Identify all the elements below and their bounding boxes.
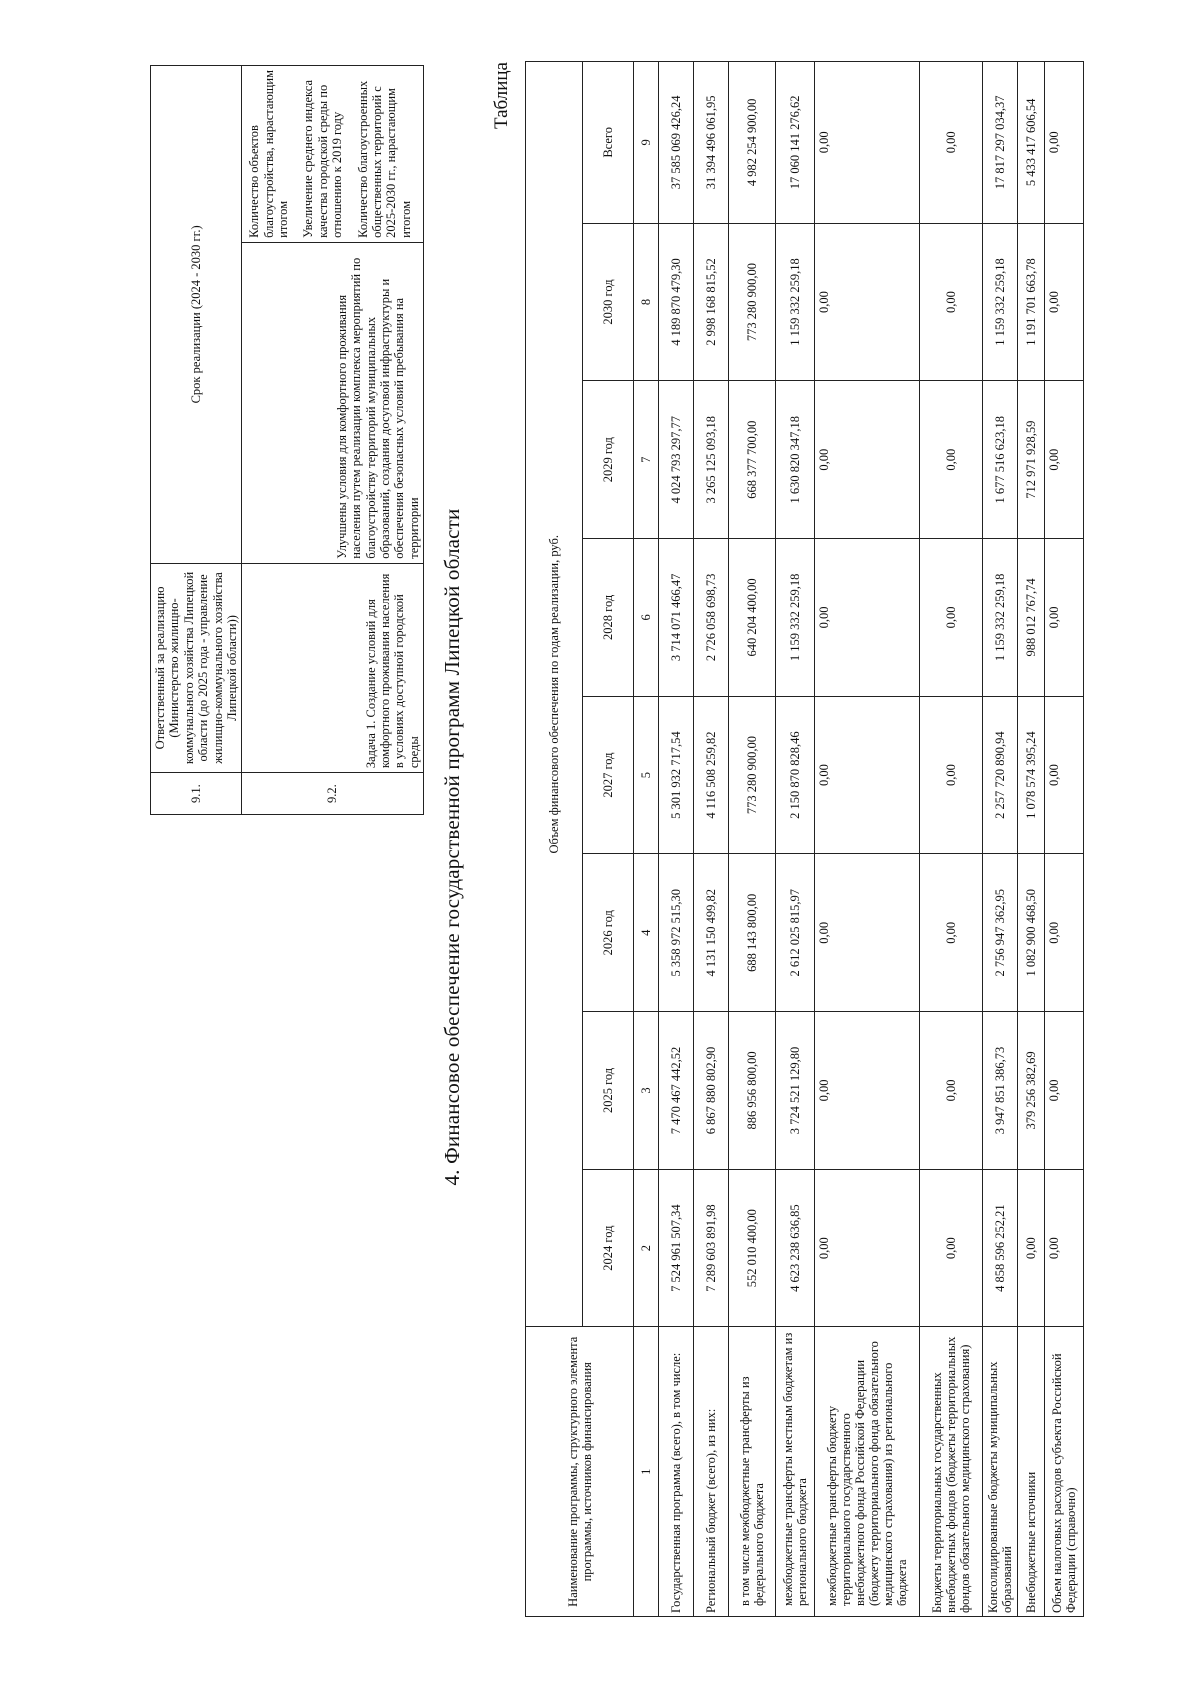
table-row [242, 66, 424, 815]
row-label: Объем налоговых расходов субъекта Российской Федерации (справочно) [1045, 1327, 1084, 1617]
value-cell: 0,00 [815, 1012, 920, 1170]
value-cell: 0,00 [920, 1169, 983, 1327]
row-label: Региональный бюджет (всего), из них: [694, 1327, 729, 1617]
value-cell: 3 265 125 093,18 [694, 381, 729, 539]
value-cell: 379 256 382,69 [1018, 1012, 1045, 1170]
value-cell: 4 024 793 297,77 [659, 381, 694, 539]
value-cell: 886 956 800,00 [729, 1012, 776, 1170]
table-row [659, 62, 694, 1617]
finance-table [525, 61, 1084, 1617]
value-cell: 2 998 168 815,52 [694, 223, 729, 381]
value-cell: 0,00 [815, 539, 920, 697]
total-cell: 17 060 141 276,62 [776, 62, 815, 224]
row-label: Бюджеты территориальных государственных внебюджетных фондов (бюджеты территориальных фондов обязательного медицинского страхования) [920, 1327, 983, 1617]
column-number: 3 [634, 1012, 659, 1170]
value-cell: 3 947 851 386,73 [983, 1012, 1018, 1170]
column-number: 4 [634, 854, 659, 1012]
value-cell: 7 470 467 442,52 [659, 1012, 694, 1170]
row-label: Государственная программа (всего), в том числе: [659, 1327, 694, 1617]
column-number: 6 [634, 539, 659, 697]
table-row [920, 62, 983, 1617]
value-cell: 0,00 [920, 1012, 983, 1170]
total-cell: 0,00 [920, 62, 983, 224]
table-row [1018, 62, 1045, 1617]
value-cell: 0,00 [920, 854, 983, 1012]
year-header: 2026 год [583, 854, 634, 1012]
column-number-row [634, 62, 659, 1617]
value-cell: 1 191 701 663,78 [1018, 223, 1045, 381]
value-cell: 1 677 516 623,18 [983, 381, 1018, 539]
value-cell: 0,00 [815, 381, 920, 539]
year-header: 2029 год [583, 381, 634, 539]
column-number: 2 [634, 1169, 659, 1327]
total-cell: 17 817 297 034,37 [983, 62, 1018, 224]
total-cell: 0,00 [1045, 62, 1084, 224]
value-cell: 0,00 [920, 381, 983, 539]
task-indicators [242, 66, 424, 243]
value-cell: 0,00 [1045, 854, 1084, 1012]
value-cell: 1 159 332 259,18 [983, 223, 1018, 381]
value-cell: 0,00 [1018, 1169, 1045, 1327]
value-cell: 6 867 880 802,90 [694, 1012, 729, 1170]
value-cell: 7 289 603 891,98 [694, 1169, 729, 1327]
year-header: 2030 год [583, 223, 634, 381]
value-cell: 4 116 508 259,82 [694, 696, 729, 854]
column-number: 7 [634, 381, 659, 539]
value-cell: 0,00 [1045, 696, 1084, 854]
table-caption: Таблица [491, 62, 512, 130]
value-cell: 668 377 700,00 [729, 381, 776, 539]
row-number: 9.1. [151, 773, 242, 815]
value-cell: 1 078 574 395,24 [1018, 696, 1045, 854]
total-cell: 31 394 496 061,95 [694, 62, 729, 224]
row-label: в том числе межбюджетные трансферты из федерального бюджета [729, 1327, 776, 1617]
value-cell: 773 280 900,00 [729, 696, 776, 854]
column-number: 9 [634, 62, 659, 224]
value-cell: 1 159 332 259,18 [776, 539, 815, 697]
table-row [776, 62, 815, 1617]
year-header: Всего [583, 62, 634, 224]
indicator-text: Количество благоустроенных общественных территорий с 2025-2030 гг., нарастающим итогом [355, 80, 413, 238]
table-header-row [526, 62, 583, 1617]
responsible-executor: Ответственный за реализацию (Министерство жилищно-коммунального хозяйства Липецкой области (до 2025 года - управление жилищно-коммунального хозяйства Липецкой области)) [151, 563, 242, 772]
value-cell: 2 612 025 815,97 [776, 854, 815, 1012]
column-number: 8 [634, 223, 659, 381]
implementation-period: Срок реализации (2024 - 2030 гг.) [151, 66, 242, 564]
value-cell: 1 082 900 468,50 [1018, 854, 1045, 1012]
value-cell: 0,00 [920, 696, 983, 854]
value-cell: 4 131 150 499,82 [694, 854, 729, 1012]
table-row [694, 62, 729, 1617]
column-number: 5 [634, 696, 659, 854]
row-number: 9.2. [242, 773, 424, 815]
row-label: межбюджетные трансферты местным бюджетам из регионального бюджета [776, 1327, 815, 1617]
total-cell: 5 433 417 606,54 [1018, 62, 1045, 224]
value-cell: 0,00 [815, 223, 920, 381]
indicator-text: Количество объектов благоустройства, нарастающим итогом [247, 69, 290, 238]
value-cell: 5 301 932 717,54 [659, 696, 694, 854]
value-cell: 0,00 [920, 223, 983, 381]
value-cell: 0,00 [815, 854, 920, 1012]
value-cell: 0,00 [1045, 381, 1084, 539]
task-name: Задача 1. Создание условий для комфортного проживания населения в условиях доступной городской среды [242, 563, 424, 772]
row-label: Внебюджетные источники [1018, 1327, 1045, 1617]
value-cell: 4 858 596 252,21 [983, 1169, 1018, 1327]
value-cell: 0,00 [1045, 223, 1084, 381]
table-row [983, 62, 1018, 1617]
value-cell: 988 012 767,74 [1018, 539, 1045, 697]
value-cell: 1 159 332 259,18 [776, 223, 815, 381]
total-cell: 37 585 069 426,24 [659, 62, 694, 224]
value-cell: 4 623 238 636,85 [776, 1169, 815, 1327]
value-cell: 712 971 928,59 [1018, 381, 1045, 539]
value-cell: 1 159 332 259,18 [983, 539, 1018, 697]
name-column-header: Наименование программы, структурного элемента программы, источников финансирования [526, 1327, 634, 1617]
value-cell: 0,00 [815, 696, 920, 854]
total-cell: 0,00 [815, 62, 920, 224]
total-cell: 4 982 254 900,00 [729, 62, 776, 224]
table-row [729, 62, 776, 1617]
value-cell: 3 714 071 466,47 [659, 539, 694, 697]
year-header: 2027 год [583, 696, 634, 854]
volume-header: Объем финансового обеспечения по годам реализации, руб. [526, 62, 583, 1327]
value-cell: 1 630 820 347,18 [776, 381, 815, 539]
value-cell: 3 724 521 129,80 [776, 1012, 815, 1170]
section-heading: 4. Финансовое обеспечение государственной программ Липецкой области [440, 508, 464, 1186]
table-row [815, 62, 920, 1617]
task-description: Улучшены условия для комфортного проживания населения путем реализации комплекса мероприятий по благоустройству территорий муниципальных образований, создания досуговой инфраструктуры и обеспечения безопасных условий пребывания на территории [242, 242, 424, 563]
year-header: 2025 год [583, 1012, 634, 1170]
value-cell: 5 358 972 515,30 [659, 854, 694, 1012]
row-label: Консолидированные бюджеты муниципальных образований [983, 1327, 1018, 1617]
value-cell: 640 204 400,00 [729, 539, 776, 697]
value-cell: 688 143 800,00 [729, 854, 776, 1012]
value-cell: 2 257 720 890,94 [983, 696, 1018, 854]
value-cell: 0,00 [815, 1169, 920, 1327]
value-cell: 7 524 961 507,34 [659, 1169, 694, 1327]
value-cell: 552 010 400,00 [729, 1169, 776, 1327]
year-header: 2028 год [583, 539, 634, 697]
year-header: 2024 год [583, 1169, 634, 1327]
value-cell: 2 726 058 698,73 [694, 539, 729, 697]
value-cell: 0,00 [1045, 1012, 1084, 1170]
row-label: межбюджетные трансферты бюджету территориального государственного внебюджетного фонда Российской Федерации (бюджету территориального фонда обязательного медицинского страхования) из регионального бюджета [815, 1327, 920, 1617]
column-number: 1 [634, 1327, 659, 1617]
value-cell: 0,00 [1045, 1169, 1084, 1327]
value-cell: 0,00 [1045, 539, 1084, 697]
value-cell: 2 150 870 828,46 [776, 696, 815, 854]
table-row [151, 66, 242, 815]
table-row [1045, 62, 1084, 1617]
value-cell: 4 189 870 479,30 [659, 223, 694, 381]
indicator-text: Увеличение среднего индекса качества городской среды по отношению к 2019 году [301, 79, 345, 238]
value-cell: 0,00 [920, 539, 983, 697]
responsibility-table [150, 65, 424, 815]
value-cell: 773 280 900,00 [729, 223, 776, 381]
value-cell: 2 756 947 362,95 [983, 854, 1018, 1012]
